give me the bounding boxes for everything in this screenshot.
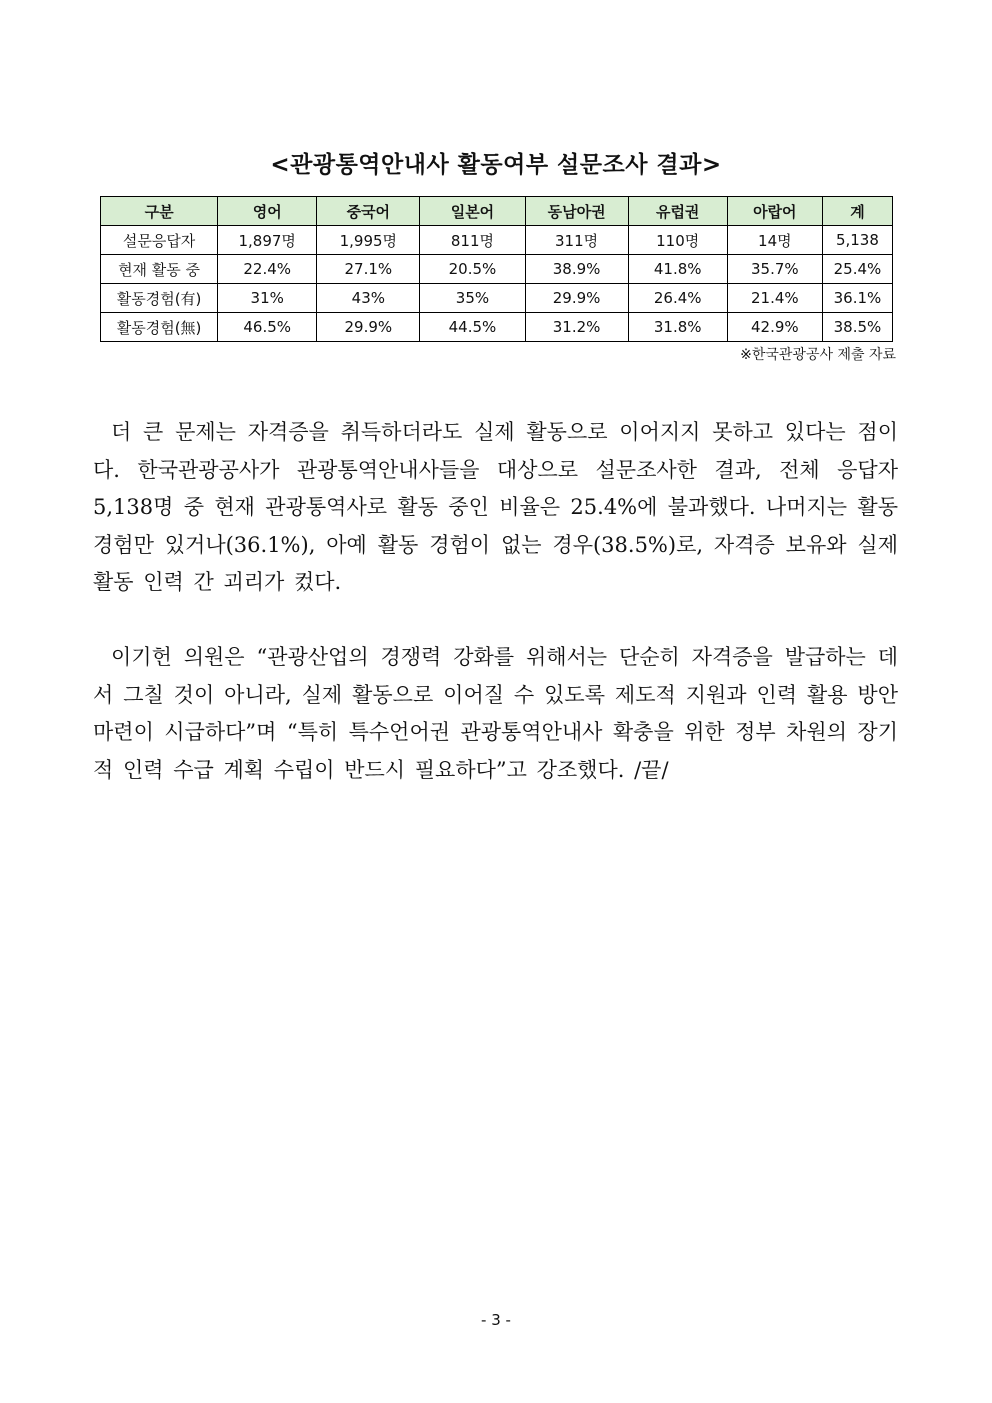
page-title: <관광통역안내사 활동여부 설문조사 결과> [270, 152, 722, 178]
table-cell: 29.9% [317, 313, 420, 342]
table-cell: 29.9% [525, 284, 628, 313]
table-cell: 811명 [420, 226, 525, 255]
table-cell: 43% [317, 284, 420, 313]
table-cell: 31.8% [628, 313, 727, 342]
row-label: 현재 활동 중 [101, 255, 218, 284]
header-cell: 아랍어 [727, 197, 822, 226]
table-cell: 110명 [628, 226, 727, 255]
table-cell: 27.1% [317, 255, 420, 284]
table-cell: 42.9% [727, 313, 822, 342]
header-cell: 계 [822, 197, 892, 226]
table-cell: 31.2% [525, 313, 628, 342]
table-cell: 35.7% [727, 255, 822, 284]
table-cell: 35% [420, 284, 525, 313]
header-cell: 유럽권 [628, 197, 727, 226]
source-note: ※한국관광공사 제출 자료 [740, 347, 896, 363]
row-label: 활동경험(有) [101, 284, 218, 313]
table-row [101, 313, 893, 342]
table-cell: 41.8% [628, 255, 727, 284]
header-cell: 동남아권 [525, 197, 628, 226]
survey-table [100, 196, 893, 342]
body-paragraph: 이기헌 의원은 “관광산업의 경쟁력 강화를 위해서는 단순히 자격증을 발급하는 데서 그칠 것이 아니라, 실제 활동으로 이어질 수 있도록 제도적 지원과 인력 활용 방안 마련이 시급하다”며 “특히 특수언어권 관광통역안내사 확충을 위한 정부 차원의 장기적 인력 수급 계획 수립이 반드시 필요하다”고 강조했다. /끝/ [93, 645, 898, 782]
table-cell: 21.4% [727, 284, 822, 313]
table-cell: 20.5% [420, 255, 525, 284]
table-row [101, 284, 893, 313]
header-cell: 일본어 [420, 197, 525, 226]
page-number: - 3 - [481, 1311, 511, 1329]
table-header-row [101, 197, 893, 226]
table-row [101, 226, 893, 255]
table-cell: 46.5% [218, 313, 317, 342]
body-paragraph: 더 큰 문제는 자격증을 취득하더라도 실제 활동으로 이어지지 못하고 있다는 점이다. 한국관광공사가 관광통역안내사들을 대상으로 설문조사한 결과, 전체 응답자 5,138명 중 현재 관광통역사로 활동 중인 비율은 25.4%에 불과했다. 나머지는 활동 경험만 있거나(36.1%), 아예 활동 경험이 없는 경우(38.5%)로, 자격증 보유와 실제 활동 인력 간 괴리가 컸다. [93, 420, 898, 594]
table-cell: 36.1% [822, 284, 892, 313]
table-cell: 25.4% [822, 255, 892, 284]
table-cell: 14명 [727, 226, 822, 255]
header-cell: 중국어 [317, 197, 420, 226]
table-cell: 1,897명 [218, 226, 317, 255]
table-cell: 5,138 [822, 226, 892, 255]
table-row [101, 255, 893, 284]
table-cell: 31% [218, 284, 317, 313]
table-cell: 1,995명 [317, 226, 420, 255]
row-label: 설문응답자 [101, 226, 218, 255]
table-cell: 26.4% [628, 284, 727, 313]
table-cell: 22.4% [218, 255, 317, 284]
table-cell: 44.5% [420, 313, 525, 342]
table-cell: 38.9% [525, 255, 628, 284]
table-cell: 311명 [525, 226, 628, 255]
row-label: 활동경험(無) [101, 313, 218, 342]
header-cell: 영어 [218, 197, 317, 226]
table-cell: 38.5% [822, 313, 892, 342]
header-cell: 구분 [101, 197, 218, 226]
